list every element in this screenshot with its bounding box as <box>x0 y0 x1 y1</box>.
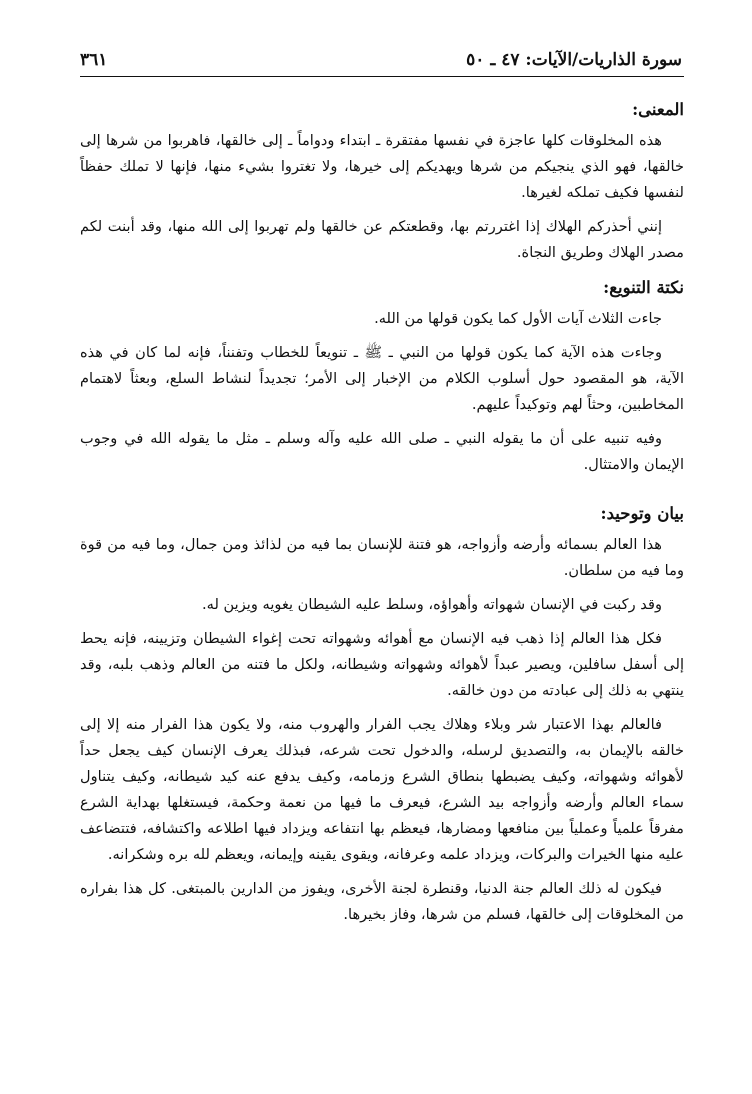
running-title: سورة الذاريات/الآيات: ٤٧ ـ ٥٠ <box>466 50 682 70</box>
page-body <box>80 96 684 936</box>
paragraph: إنني أحذركم الهلاك إذا اغتررتم بها، وقطعتكم عن خالقها ولم تهربوا إلى الله منها، وقد أبنت لكم مصدر الهلاك وطريق النجاة. <box>80 218 684 261</box>
page-header <box>80 40 682 70</box>
paragraph: جاءت الثلاث آيات الأول كما يكون قولها من الله. <box>374 310 662 327</box>
paragraph: هذه المخلوقات كلها عاجزة في نفسها مفتقرة ـ ابتداء ودواماً ـ إلى خالقها، فاهربوا من شرها إلى خالقها، فهو الذي ينجيكم من شرها ويهديكم إلى خيرها، ولا تغتروا بشيء منها، فإنها لا تملك حفظاً لنفسها فكيف تملكه لغيرها. <box>80 132 684 201</box>
section-heading: نكتة التنويع: <box>603 278 684 297</box>
paragraph: وقد ركبت في الإنسان شهواته وأهواؤه، وسلط عليه الشيطان يغويه ويزين له. <box>202 596 662 613</box>
section-meaning <box>80 96 684 266</box>
section-variation-note <box>80 274 684 478</box>
page-number: ٣٦١ <box>80 50 108 70</box>
paragraph: فكل هذا العالم إذا ذهب فيه الإنسان مع أهوائه وشهواته تحت إغواء الشيطان وتزيينه، فإنه يحط إلى أسفل سافلين، ويصير عبداً لأهوائه وشهواته وشيطانه، ولكل ما فتنه من العالم وذهب بلبه، وقد ينتهي به ذلك إلى عبادته من دون خالقه. <box>80 630 684 699</box>
paragraph: فيكون له ذلك العالم جنة الدنيا، وقنطرة لجنة الأخرى، ويفوز من الدارين بالمبتغى. كل هذا بفراره من المخلوقات إلى خالقها، فسلم من شرها، وفاز بخيرها. <box>80 880 684 923</box>
paragraph: فالعالم بهذا الاعتبار شر وبلاء وهلاك يجب الفرار والهروب منه، ولا يكون هذا الفرار منه إلا إلى خالقه بالإيمان به، والتصديق لرسله، والدخول تحت شرعه، فبذلك يعرف الإنسان كيف يجعل حداً لأهوائه وشهواته، وكيف يضبطها بنطاق الشرع وزمامه، وكيف يدفع عنه كيد شيطانه، وكيف يتناول سماء العالم وأرضه وأزواجه بيد الشرع، فيعرف ما فيها من نعمة وحكمة، فيستغلها بهداية الشرع مفرقاً علمياً وعملياً بين منافعها ومضارها، فيعظم بها انتفاعه ويزداد فيها اطلاعه واكتشافه، فتتضاعف عليه منها الخيرات والبركات، ويزداد علمه وعرفانه، ويقوى يقينه وإيمانه، ويعظم لله بره وشكرانه. <box>80 716 684 863</box>
paragraph: وفيه تنبيه على أن ما يقوله النبي ـ صلى الله عليه وآله وسلم ـ مثل ما يقوله الله في وجوب الإيمان والامتثال. <box>80 430 684 473</box>
section-explanation <box>80 500 684 928</box>
section-heading: بيان وتوحيد: <box>600 504 684 523</box>
paragraph: وجاءت هذه الآية كما يكون قولها من النبي ـ ﷺ ـ تنويعاً للخطاب وتفنناً، فإنه لما كان في هذه الآية، هو المقصود حول أسلوب الكلام من الإخبار إلى الأمر؛ تجديداً لنشاط السلع، وبعثاً لاهتمام المخاطبين، وحثاً لهم وتوكيداً عليهم. <box>80 344 684 413</box>
header-divider <box>80 76 684 77</box>
section-heading: المعنى: <box>632 100 684 119</box>
paragraph: هذا العالم بسمائه وأرضه وأزواجه، هو فتنة للإنسان بما فيه من لذائذ ومن جمال، وما فيه من قوة وما فيه من سلطان. <box>80 536 684 579</box>
